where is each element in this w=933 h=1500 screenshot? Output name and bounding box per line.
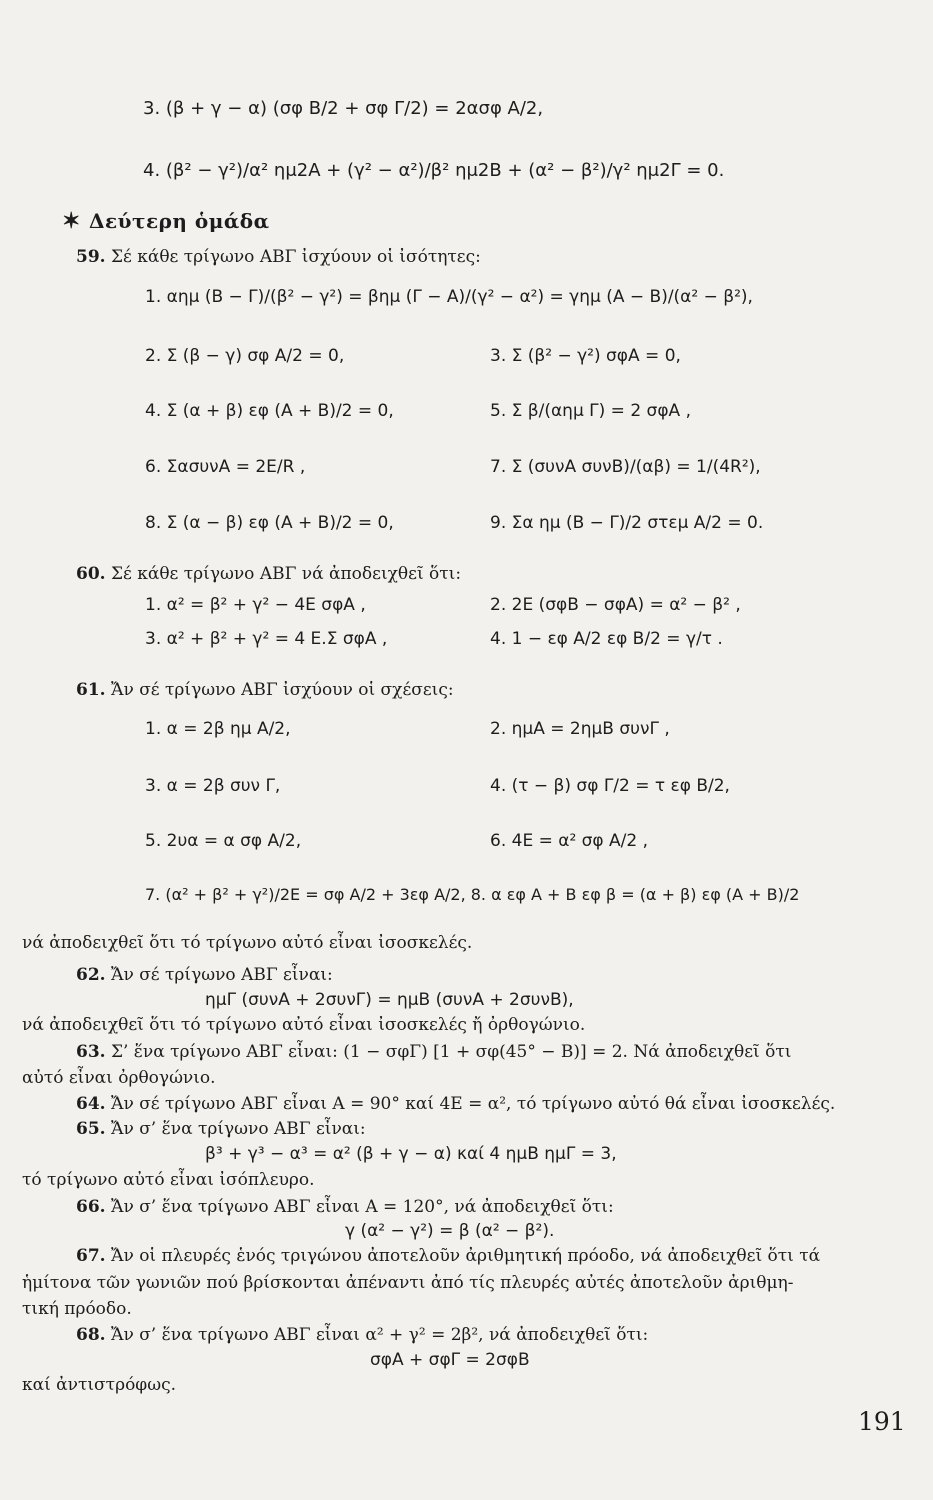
problem-number: 59.: [76, 247, 106, 267]
p60-eq2: 2. 2E (σφB − σφA) = α² − β² ,: [490, 595, 741, 615]
problem-59-intro: [76, 246, 481, 268]
problem-number: 60.: [76, 564, 106, 584]
problem-67-l1: [76, 1245, 820, 1267]
p61-eq1: 1. α = 2β ημ A/2,: [145, 719, 291, 739]
section-title: Δεύτερη ὁμάδα: [88, 209, 270, 233]
problem-65-intro: [76, 1118, 366, 1140]
problem-text: Ἄν οἱ πλευρές ἑνός τριγώνου ἀποτελοῦν ἀριθμητική πρόοδο, νά ἀποδειχθεῖ ὅτι τά: [110, 1246, 821, 1266]
p65-eq: β³ + γ³ − α³ = α² (β + γ − α) καί 4 ημB ημΓ = 3,: [205, 1144, 617, 1164]
problem-number: 61.: [76, 680, 106, 700]
p59-eq4: 4. Σ (α + β) εφ (A + B)/2 = 0,: [145, 401, 394, 421]
p59-eq5: 5. Σ β/(αημ Γ) = 2 σφA ,: [490, 401, 691, 421]
p61-eq5: 5. 2υα = α σφ A/2,: [145, 831, 302, 851]
problem-63: [76, 1041, 791, 1063]
p60-eq4: 4. 1 − εφ A/2 εφ B/2 = γ/τ .: [490, 629, 723, 649]
page-number: 191: [858, 1407, 906, 1436]
problem-61-intro: [76, 679, 454, 701]
p68-eq: σφA + σφΓ = 2σφB: [370, 1350, 530, 1370]
p59-eq7: 7. Σ (συνA συνB)/(αβ) = 1/(4R²),: [490, 457, 761, 477]
p61-eq2: 2. ημA = 2ημB συνΓ ,: [490, 719, 670, 739]
section-heading: [62, 208, 270, 234]
problem-60-intro: [76, 563, 461, 585]
equation-3: 3. (β + γ − α) (σφ B/2 + σφ Γ/2) = 2ασφ A/2,: [143, 98, 544, 119]
p61-eq4: 4. (τ − β) σφ Γ/2 = τ εφ B/2,: [490, 776, 730, 796]
p59-eq1: 1. αημ (B − Γ)/(β² − γ²) = βημ (Γ − A)/(γ² − α²) = γημ (A − B)/(α² − β²),: [145, 287, 753, 307]
problem-62-intro: [76, 964, 333, 986]
problem-64: [76, 1093, 835, 1115]
problem-67-l2: ἡμίτονα τῶν γωνιῶν πού βρίσκονται ἀπέναντι ἀπό τίς πλευρές αὐτές ἀποτελοῦν ἀριθμη-: [22, 1273, 794, 1293]
problem-number: 66.: [76, 1197, 106, 1217]
problem-number: 62.: [76, 965, 106, 985]
p59-eq6: 6. ΣασυνA = 2E/R ,: [145, 457, 306, 477]
p62-outro: νά ἀποδειχθεῖ ὅτι τό τρίγωνο αὐτό εἶναι ἰσοσκελές ἤ ὀρθογώνιο.: [22, 1015, 586, 1035]
problem-number: 68.: [76, 1325, 106, 1345]
p60-eq1: 1. α² = β² + γ² − 4E σφA ,: [145, 595, 366, 615]
p65-outro: τό τρίγωνο αὐτό εἶναι ἰσόπλευρο.: [22, 1170, 315, 1190]
problem-67-l3: τική πρόοδο.: [22, 1299, 132, 1319]
problem-text: Σέ κάθε τρίγωνο ΑΒΓ ἰσχύουν οἱ ἰσότητες:: [110, 247, 481, 267]
problem-text: Ἄν σέ τρίγωνο ΑΒΓ ἰσχύουν οἱ σχέσεις:: [110, 680, 454, 700]
problem-number: 64.: [76, 1094, 106, 1114]
problem-text: Ἄν σ’ ἕνα τρίγωνο ΑΒΓ εἶναι α² + γ² = 2β², νά ἀποδειχθεῖ ὅτι:: [110, 1325, 649, 1345]
p66-eq: γ (α² − γ²) = β (α² − β²).: [345, 1221, 555, 1241]
p62-eq: ημΓ (συνA + 2συνΓ) = ημB (συνA + 2συνB),: [205, 990, 574, 1010]
problem-number: 65.: [76, 1119, 106, 1139]
problem-68-intro: [76, 1324, 648, 1346]
p61-eq7: 7. (α² + β² + γ²)/2E = σφ A/2 + 3εφ A/2, 8. α εφ A + B εφ β = (α + β) εφ (A + B)/2: [145, 885, 800, 904]
problem-text: Ἄν σέ τρίγωνο ΑΒΓ εἶναι:: [110, 965, 333, 985]
p59-eq2: 2. Σ (β − γ) σφ A/2 = 0,: [145, 346, 345, 366]
p63-cont: αὐτό εἶναι ὀρθογώνιο.: [22, 1068, 216, 1088]
problem-text: Ἄν σ’ ἕνα τρίγωνο ΑΒΓ εἶναι A = 120°, νά ἀποδειχθεῖ ὅτι:: [110, 1197, 614, 1217]
p68-outro: καί ἀντιστρόφως.: [22, 1375, 176, 1395]
problem-text: Σέ κάθε τρίγωνο ΑΒΓ νά ἀποδειχθεῖ ὅτι:: [110, 564, 462, 584]
p60-eq3: 3. α² + β² + γ² = 4 E.Σ σφA ,: [145, 629, 388, 649]
problem-number: 67.: [76, 1246, 106, 1266]
problem-number: 63.: [76, 1042, 106, 1062]
star-icon: ✶: [62, 208, 81, 234]
p61-outro: νά ἀποδειχθεῖ ὅτι τό τρίγωνο αὐτό εἶναι ἰσοσκελές.: [22, 933, 473, 953]
problem-text: Ἄν σ’ ἕνα τρίγωνο ΑΒΓ εἶναι:: [110, 1119, 366, 1139]
p61-eq6: 6. 4E = α² σφ A/2 ,: [490, 831, 649, 851]
p59-eq8: 8. Σ (α − β) εφ (A + B)/2 = 0,: [145, 513, 394, 533]
problem-text: Ἄν σέ τρίγωνο ΑΒΓ εἶναι A = 90° καί 4E = α², τό τρίγωνο αὐτό θά εἶναι ἰσοσκελές.: [110, 1094, 836, 1114]
problem-text: Σ’ ἕνα τρίγωνο ΑΒΓ εἶναι: (1 − σφΓ) [1 + σφ(45° − B)] = 2. Νά ἀποδειχθεῖ ὅτι: [110, 1042, 792, 1062]
problem-66-intro: [76, 1196, 614, 1218]
p61-eq3: 3. α = 2β συν Γ,: [145, 776, 281, 796]
equation-4: 4. (β² − γ²)/α² ημ2A + (γ² − α²)/β² ημ2B + (α² − β²)/γ² ημ2Γ = 0.: [143, 160, 725, 181]
p59-eq3: 3. Σ (β² − γ²) σφA = 0,: [490, 346, 681, 366]
p59-eq9: 9. Σα ημ (B − Γ)/2 στεμ A/2 = 0.: [490, 513, 764, 533]
